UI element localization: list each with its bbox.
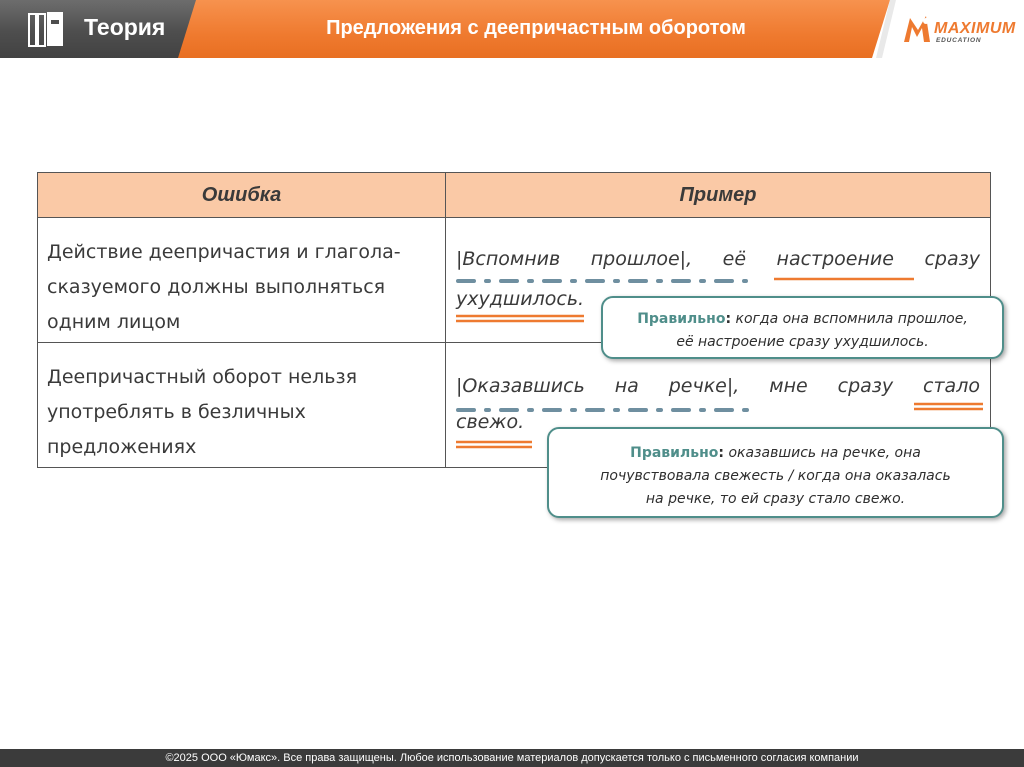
- example-word: сразу: [924, 248, 980, 270]
- error-cell: [38, 343, 446, 468]
- correction-text: на речке, то ей сразу стало свежо.: [645, 491, 906, 507]
- correction-label: Правильно: [630, 445, 719, 461]
- correction-text: её настроение сразу ухудшилось.: [676, 334, 929, 350]
- error-line: сказуемого должны выполняться: [47, 276, 386, 298]
- example-word: ухудшилось.: [456, 288, 585, 310]
- column-header-example: Пример: [446, 173, 991, 218]
- example-word: свежо.: [456, 411, 525, 433]
- example-word: мне: [769, 375, 808, 397]
- correction-callout: [547, 427, 1004, 518]
- error-line: Действие деепричастия и глагола-: [47, 241, 401, 263]
- error-line: Деепричастный оборот нельзя: [47, 366, 357, 388]
- book-icon: [26, 10, 66, 50]
- logo-name: MAXIMUM: [934, 20, 1016, 37]
- logo-subtitle: EDUCATION: [936, 37, 982, 44]
- header-section-block: [0, 0, 196, 58]
- table-header-row: [38, 173, 991, 218]
- error-cell: [38, 218, 446, 343]
- correction-text: когда она вспомнила прошлое,: [735, 311, 968, 327]
- example-word: настроение: [776, 248, 894, 270]
- example-word: |Оказавшись: [456, 375, 585, 397]
- correction-label: Правильно: [637, 311, 726, 327]
- example-word: стало: [923, 375, 980, 397]
- copyright-footer: ©2025 ООО «Юмакс». Все права защищены. Любое использование материалов допускается только с письменного согласия компании: [0, 749, 1024, 767]
- example-word: на: [614, 375, 639, 397]
- example-word: |Вспомнив: [456, 248, 561, 270]
- example-word: сразу: [837, 375, 894, 397]
- error-description: [39, 219, 444, 340]
- correction-line: Правильно: когда она вспомнила прошлое,: [637, 311, 968, 327]
- correction-callout: [601, 296, 1004, 359]
- error-line: предложениях: [47, 436, 197, 458]
- example-line: [456, 375, 980, 397]
- correction-text: почувствовала свежесть / когда она оказалась: [600, 468, 951, 484]
- slide-title: Предложения с деепричастным оборотом: [326, 17, 746, 39]
- example-word: её: [722, 248, 747, 270]
- slide-header: [0, 0, 1024, 58]
- example-word: речке|,: [668, 375, 740, 397]
- example-word: прошлое|,: [590, 248, 693, 270]
- correction-text: оказавшись на речке, она: [728, 445, 921, 461]
- column-header-error: Ошибка: [38, 173, 446, 218]
- maximum-logo-icon: [900, 12, 934, 48]
- maximum-logo: [900, 8, 1020, 52]
- section-label: Теория: [84, 14, 166, 40]
- error-line: одним лицом: [47, 311, 181, 333]
- example-line: [456, 248, 980, 270]
- error-description: [39, 344, 444, 465]
- error-line: употреблять в безличных: [47, 401, 306, 423]
- correction-line: Правильно: оказавшись на речке, она: [630, 445, 921, 461]
